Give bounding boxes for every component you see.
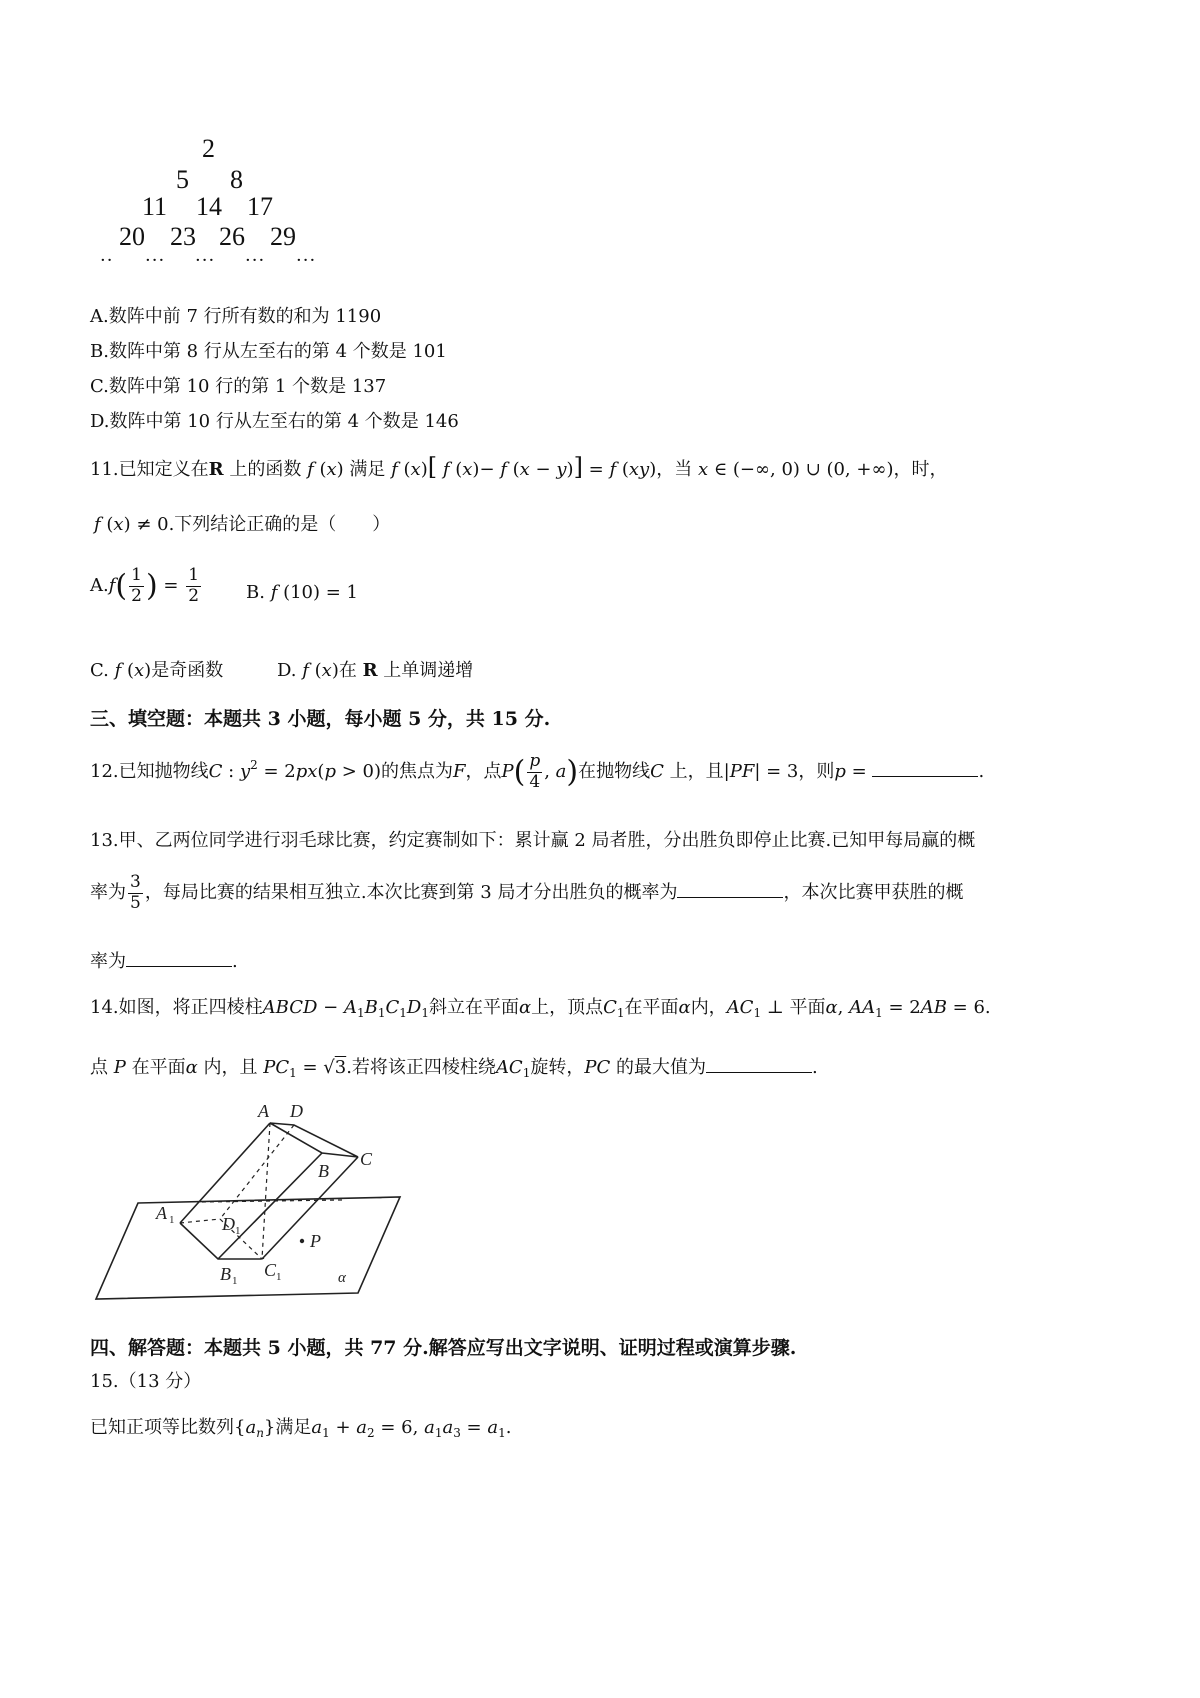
q10-option-d: D.数阵中第 10 行从左至右的第 4 个数是 146 bbox=[90, 411, 459, 432]
q12-stem: 12.已知抛物线C : $y^2 = 2px(p > 0)$的焦点为F，点P( $\frac{p}{4}$ , a)在抛物线C 上，且|PF| = 3，则p = . bbox=[90, 751, 985, 792]
ellipsis: ··· bbox=[296, 250, 317, 271]
ellipsis: ·· bbox=[100, 250, 114, 271]
q15-stem: 已知正项等比数列$\{a_n\}$满足$a_1 + a_2 = 6$, $a_1a_3 = a_1$. bbox=[90, 1417, 512, 1440]
q11-option-d: D. f (x)在 R 上单调递增 bbox=[277, 660, 474, 681]
triangle-number: 2 bbox=[202, 134, 215, 163]
triangle-number: 5 bbox=[176, 165, 189, 194]
label-d1-sub: 1 bbox=[235, 1225, 241, 1237]
plane-alpha bbox=[96, 1197, 400, 1299]
label-b: B bbox=[318, 1161, 329, 1181]
top-face bbox=[270, 1123, 358, 1157]
label-p: P bbox=[310, 1231, 321, 1251]
triangle-number: 26 bbox=[219, 222, 245, 251]
q15-label: 15.（13 分） bbox=[90, 1371, 202, 1392]
edge-bb1 bbox=[218, 1153, 322, 1259]
q10-option-b: B.数阵中第 8 行从左至右的第 4 个数是 101 bbox=[90, 341, 447, 362]
diagonal-ac1 bbox=[262, 1123, 270, 1259]
q11-option-b: B. f (10) = 1 bbox=[246, 582, 359, 603]
label-a1: A bbox=[156, 1203, 167, 1223]
q10-option-a: A.数阵中前 7 行所有数的和为 1190 bbox=[90, 306, 382, 327]
triangle-number: 11 bbox=[142, 192, 168, 221]
triangle-number: 20 bbox=[119, 222, 145, 251]
label-d1: D bbox=[222, 1214, 235, 1234]
edge-aa1 bbox=[180, 1123, 270, 1223]
ellipsis: ··· bbox=[145, 250, 166, 271]
q11-option-c: C. f (x)是奇函数 bbox=[90, 660, 224, 681]
q11-stem-line2: f (x) ≠ 0.下列结论正确的是（ ） bbox=[94, 514, 391, 535]
q14-stem-line2: 点 P 在平面α 内，且 $PC_1 = √3$.若将该正四棱柱绕$AC_1$旋转，PC 的最大值为 . bbox=[90, 1053, 818, 1080]
prism-figure bbox=[80, 1095, 420, 1310]
q13-stem-line2: 率为 $\frac{3}{5}$ ，每局比赛的结果相互独立.本次比赛到第 3 局才分出胜负的概率为 ，本次比赛甲获胜的概 bbox=[90, 872, 964, 913]
edge-a1d1-hidden bbox=[180, 1219, 220, 1223]
section-heading-fill-in: 三、填空题：本题共 3 小题，每小题 5 分，共 15 分. bbox=[90, 708, 551, 730]
section-heading-solutions: 四、解答题：本题共 5 小题，共 77 分.解答应写出文字说明、证明过程或演算步骤. bbox=[90, 1337, 797, 1359]
answer-blank bbox=[872, 758, 978, 777]
q11-option-a: A.f( $\frac{1}{2}$ ) = $\frac{1}{2}$ bbox=[90, 565, 200, 606]
triangle-number: 23 bbox=[170, 222, 196, 251]
label-c1: C bbox=[264, 1260, 277, 1280]
label-b1: B bbox=[220, 1264, 231, 1284]
triangle-number: 8 bbox=[230, 165, 243, 194]
q13-stem-line1: 13.甲、乙两位同学进行羽毛球比赛，约定赛制如下：累计赢 2 局者胜，分出胜负即停止比赛.已知甲每局赢的概 bbox=[90, 830, 976, 851]
label-a1-sub: 1 bbox=[169, 1214, 175, 1226]
triangle-number: 14 bbox=[196, 192, 222, 221]
q14-stem-line1: 14.如图，将正四棱柱ABCD − $A_1B_1C_1D_1$斜立在平面α上，顶点$C_1$在平面α内，$AC_1$ ⊥ 平面α, $AA_1 = 2AB = 6$. bbox=[90, 997, 991, 1020]
label-d: D bbox=[290, 1101, 303, 1121]
label-c1-sub: 1 bbox=[276, 1271, 282, 1283]
q13-stem-line3: 率为 . bbox=[90, 947, 238, 973]
point-p bbox=[300, 1239, 304, 1243]
ellipsis: ··· bbox=[195, 250, 216, 271]
q10-option-c: C.数阵中第 10 行的第 1 个数是 137 bbox=[90, 376, 387, 397]
answer-blank bbox=[677, 879, 783, 898]
label-b1-sub: 1 bbox=[232, 1275, 238, 1287]
triangle-number: 29 bbox=[270, 222, 296, 251]
label-a: A bbox=[258, 1101, 269, 1121]
ellipsis: ··· bbox=[245, 250, 266, 271]
answer-blank bbox=[126, 948, 232, 967]
label-alpha: α bbox=[338, 1270, 346, 1286]
edge-dd1-hidden bbox=[220, 1125, 294, 1219]
triangle-number: 17 bbox=[247, 192, 273, 221]
label-c: C bbox=[360, 1149, 373, 1169]
q11-stem: 11.已知定义在R 上的函数 f (x) 满足 f (x)[ f (x)− f (x − y)] = f (xy)，当 x ∈ (−∞, 0) ∪ (0, +∞)，时， bbox=[90, 453, 948, 481]
answer-blank bbox=[706, 1054, 812, 1073]
